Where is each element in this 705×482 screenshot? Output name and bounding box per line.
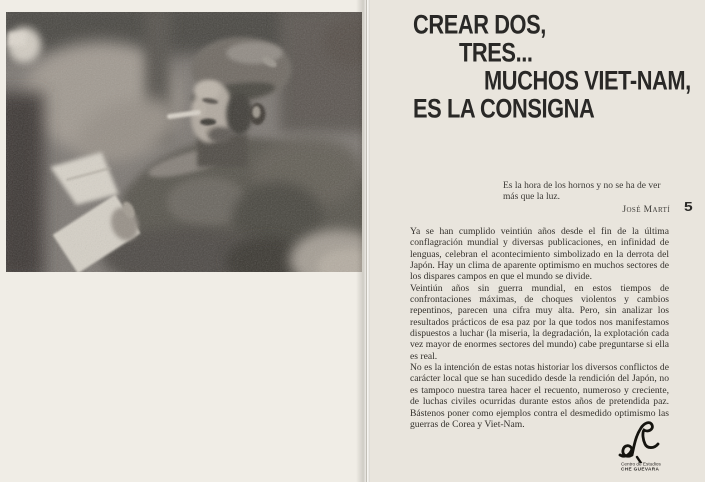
quote-line-2: más que la luz. [503, 191, 560, 202]
paragraph-2: Veintiún años sin guerra mundial, en estos tiempos de confrontaciones máximas, de choques violentos y cambios repentinos, parecen una cifra muy alta. Pero, sin analizar los resultados prácticos de esa paz por la que todos nos manifestamos dispuestos a luchar (la miseria, la degradación, la explotación cada vez mayor de enormes sectores del mundo) cabe preguntarse si ella es real. [410, 282, 669, 362]
title-line-1: CREAR DOS, [413, 8, 546, 40]
body-text [410, 226, 669, 430]
epigraph-quote [503, 181, 670, 215]
title-line-2: TRES... [459, 36, 533, 68]
publisher-stamp [621, 462, 661, 472]
quote-line-1: Es la hora de los hornos y no se ha de ver [503, 181, 661, 191]
paragraph-1: Ya se han cumplido veintiún años desde el fin de la última conflagración mundial y diversas publicaciones, en infinidad de lenguas, celebran el acontecimiento simbolizado en la derrota del Japón. Hay un clima de aparente optimismo en muchos sectores de los dispares campos en que el mundo se divide. [410, 226, 669, 283]
title-line-3: MUCHOS VIET-NAM, [484, 64, 691, 96]
article-title [413, 10, 705, 122]
stamp-line-1: Centro de Estudios [621, 462, 661, 468]
stamp-line-2: CHE GUEVARA [621, 467, 660, 473]
page-number: 5 [684, 199, 693, 214]
che-signature-icon [616, 419, 674, 463]
page-gutter-crease [366, 0, 367, 482]
quote-attribution: José Martí [622, 204, 670, 215]
title-line-4: ES LA CONSIGNA [413, 92, 595, 124]
paragraph-3: No es la intención de estas notas historiar los diversos conflictos de carácter local que se han sucedido desde la rendición del Japón, no es tampoco nuestra tarea hacer el recuento, numeroso y creciente, de luchas civiles ocurridas durante estos años de pretendida paz. Bástenos poner como ejemplos contra el desmedido optimismo las guerras de Corea y Viet-Nam. [410, 362, 669, 430]
right-page [370, 0, 705, 482]
che-guevara-reading-photo [6, 12, 362, 272]
